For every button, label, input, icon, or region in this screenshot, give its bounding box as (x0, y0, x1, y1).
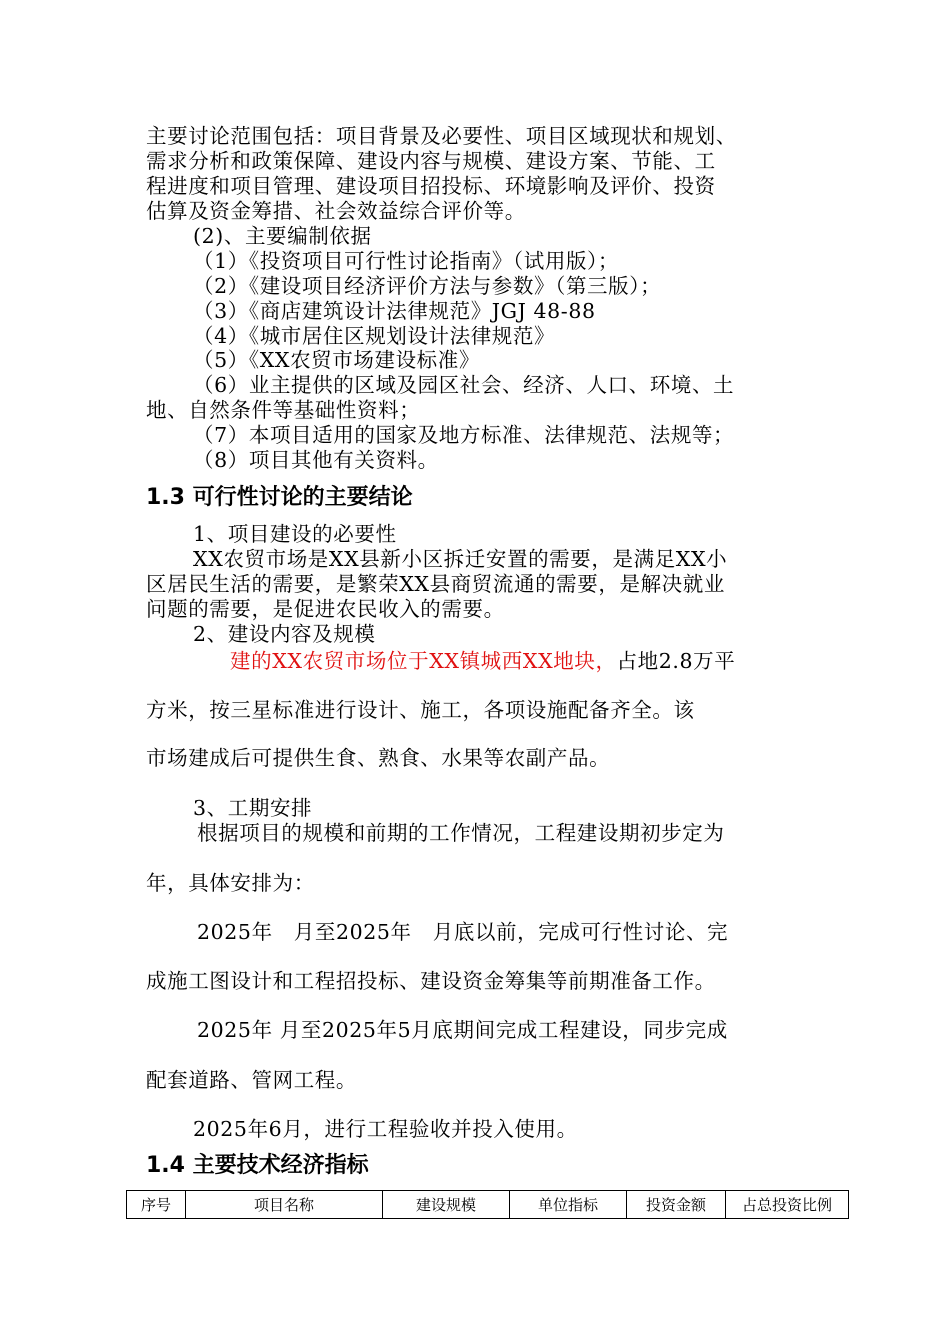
scale-line-1-rest: 占地2.8万平 (616, 649, 736, 673)
indicator-table (126, 1190, 849, 1219)
schedule-line-1: 根据项目的规模和前期的工作情况，工程建设期初步定为 (197, 821, 725, 845)
basis-item-1: （1）《投资项目可行性讨论指南》（试用版）； (193, 249, 619, 273)
schedule-phase-2-line-1: 2025年 月至2025年5月底期间完成工程建设，同步完成 (197, 1018, 728, 1042)
necessity-line-2: 区居民生活的需要，是繁荣XX县商贸流通的需要，是解决就业 (146, 572, 725, 596)
scale-line-1 (230, 649, 735, 673)
table-header-cell: 投资金额 (627, 1191, 726, 1219)
schedule-title: 3、工期安排 (193, 796, 313, 820)
basis-item-7: （7）本项目适用的国家及地方标准、法律规范、法规等； (193, 423, 735, 447)
table-header-cell: 建设规模 (383, 1191, 510, 1219)
scale-title: 2、建设内容及规模 (193, 622, 376, 646)
basis-item-3: （3）《商店建筑设计法律规范》JGJ 48-88 (193, 299, 596, 323)
section-heading-1-3: 1.3 可行性讨论的主要结论 (146, 485, 413, 510)
necessity-line-3: 问题的需要，是促进农民收入的需要。 (146, 597, 505, 621)
necessity-title: 1、项目建设的必要性 (193, 522, 397, 546)
table-header-cell: 单位指标 (510, 1191, 627, 1219)
basis-item-6: （6）业主提供的区域及园区社会、经济、人口、环境、土 (193, 373, 735, 397)
schedule-phase-1-line-1: 2025年 月至2025年 月底以前，完成可行性讨论、完 (197, 920, 729, 944)
table-header-row (127, 1191, 849, 1219)
table-header-cell: 序号 (127, 1191, 186, 1219)
schedule-line-2: 年，具体安排为： (146, 871, 315, 895)
basis-item-5: （5）《XX农贸市场建设标准》 (193, 348, 480, 372)
scale-line-2: 方米，按三星标准进行设计、施工，各项设施配备齐全。该 (146, 698, 695, 722)
basis-item-8: （8）项目其他有关资料。 (193, 448, 439, 472)
scale-line-3: 市场建成后可提供生食、熟食、水果等农副产品。 (146, 746, 611, 770)
table-header-cell: 项目名称 (186, 1191, 383, 1219)
basis-item-4: （4）《城市居住区规划设计法律规范》 (193, 324, 556, 348)
scope-line-3: 程进度和项目管理、建设项目招投标、环境影响及评价、投资 (146, 174, 716, 198)
basis-item-2: （2）《建设项目经济评价方法与参数》（第三版）； (193, 274, 662, 298)
table-header-cell: 占总投资比例 (726, 1191, 849, 1219)
scope-line-4: 估算及资金筹措、社会效益综合评价等。 (146, 199, 526, 223)
scale-highlight-text: 建的XX农贸市场位于XX镇城西XX地块， (230, 649, 617, 673)
schedule-phase-3: 2025年6月，进行工程验收并投入使用。 (193, 1117, 578, 1141)
scope-line-2: 需求分析和政策保障、建设内容与规模、建设方案、节能、工 (146, 149, 716, 173)
schedule-phase-1-line-2: 成施工图设计和工程招投标、建设资金筹集等前期准备工作。 (146, 969, 716, 993)
scope-line-1: 主要讨论范围包括：项目背景及必要性、项目区域现状和规划、 (146, 124, 737, 148)
basis-title: (2)、主要编制依据 (193, 224, 372, 248)
basis-item-6-cont: 地、自然条件等基础性资料； (146, 398, 421, 422)
necessity-line-1: XX农贸市场是XX县新小区拆迁安置的需要，是满足XX小 (193, 547, 728, 571)
section-heading-1-4: 1.4 主要技术经济指标 (146, 1153, 369, 1178)
schedule-phase-2-line-2: 配套道路、管网工程。 (146, 1068, 357, 1092)
